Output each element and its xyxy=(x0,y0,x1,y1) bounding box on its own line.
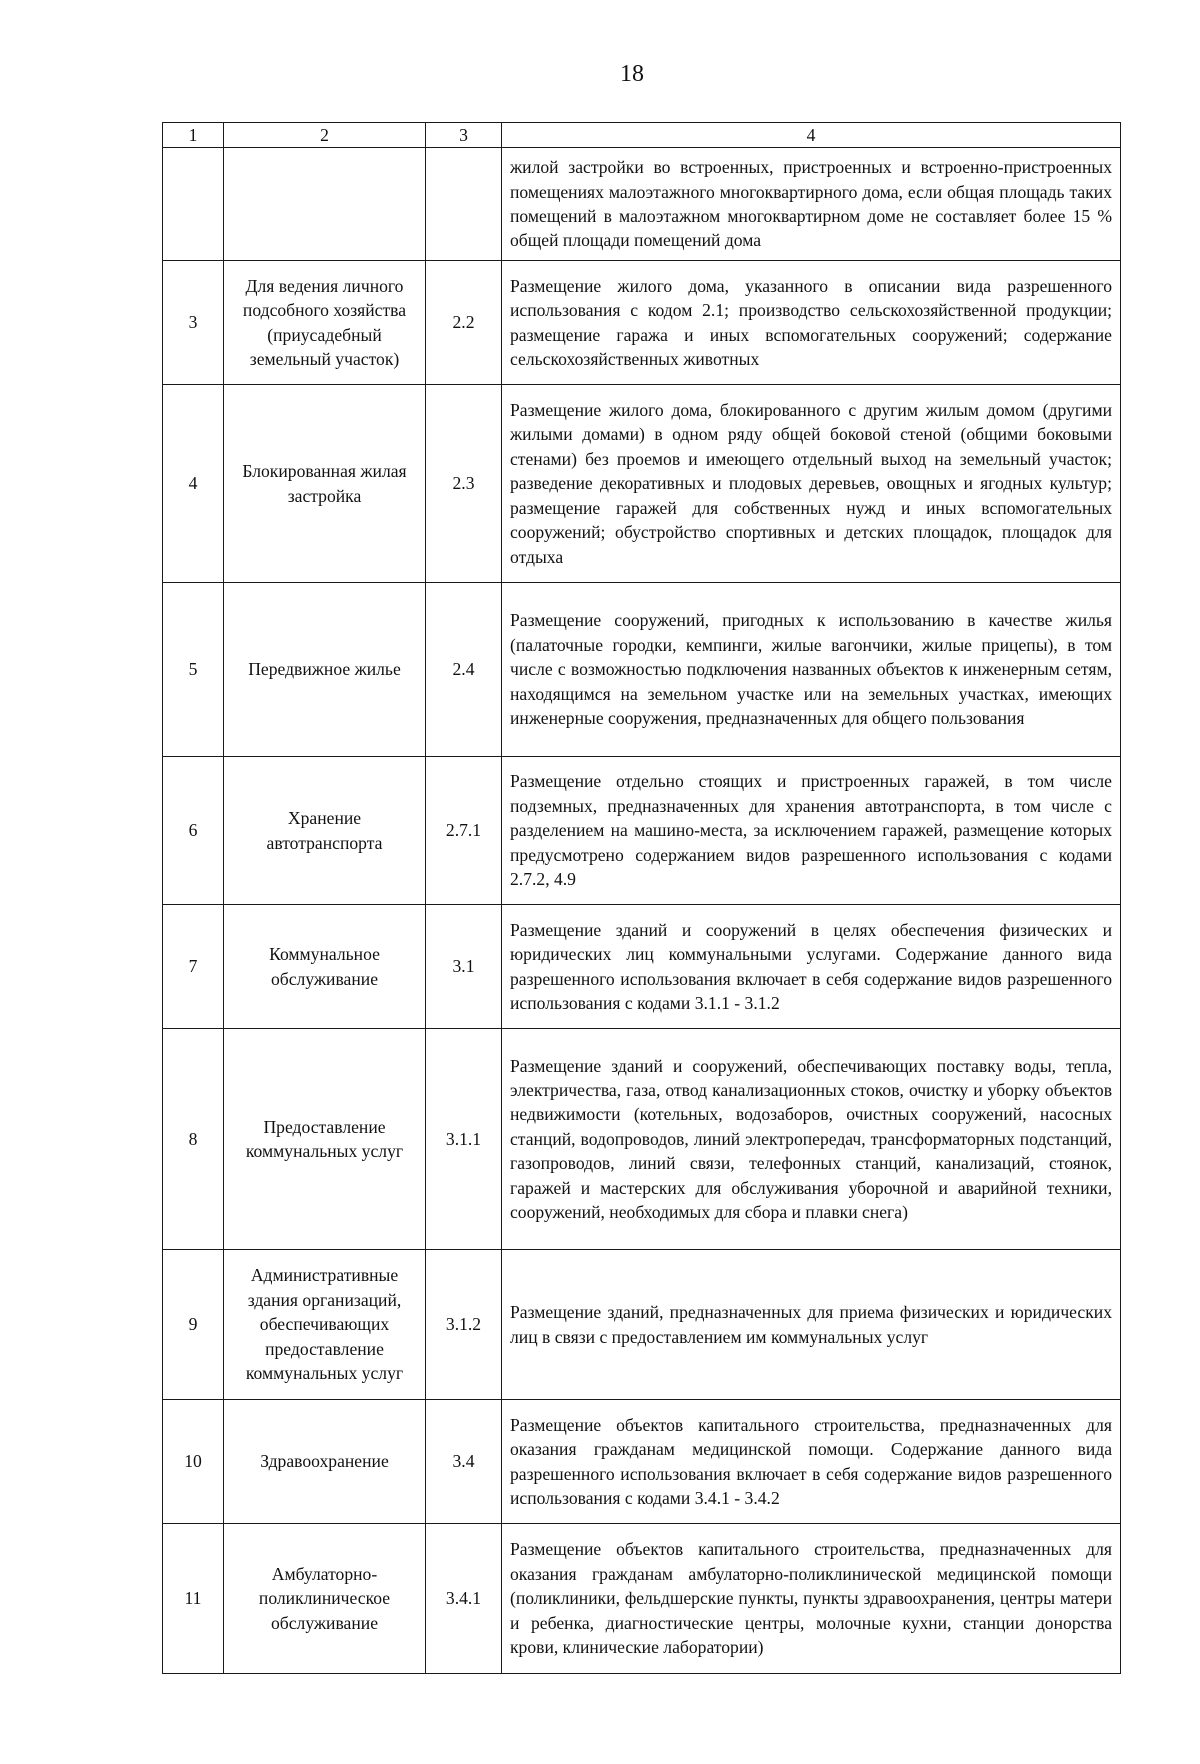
table-row xyxy=(163,757,1121,905)
row-number xyxy=(163,148,224,261)
use-type-description: Размещение жилого дома, блокированного с другим жилым домом (другими жилыми домами) в одном ряду общей боковой стеной (общими боковыми стенами) без проемов и имеющего отдельный выход на земельный участок; разведение декоративных и плодовых деревьев, овощных и ягодных культур; размещение гаражей для собственных нужд и иных вспомогательных сооружений; обустройство спортивных и детских площадок, площадок для отдыха xyxy=(502,385,1121,583)
row-number: 11 xyxy=(163,1524,224,1674)
use-type-code: 2.3 xyxy=(426,385,502,583)
row-number: 5 xyxy=(163,583,224,757)
table-row xyxy=(163,148,1121,261)
use-type-description: Размещение объектов капитального строительства, предназначенных для оказания гражданам медицинской помощи. Содержание данного вида разрешенного использования включает в себя содержание видов разрешенного использования с кодами 3.4.1 - 3.4.2 xyxy=(502,1400,1121,1524)
use-type-name: Здравоохранение xyxy=(224,1400,426,1524)
use-type-description: жилой застройки во встроенных, пристроенных и встроенно-пристроенных помещениях малоэтажного многоквартирного дома, если общая площадь таких помещений в малоэтажном многоквартирном доме не составляет более 15 % общей площади помещений дома xyxy=(502,148,1121,261)
header-col-4: 4 xyxy=(502,123,1121,148)
use-type-code: 2.7.1 xyxy=(426,757,502,905)
table-row xyxy=(163,1250,1121,1400)
use-type-code: 3.1 xyxy=(426,905,502,1029)
row-number: 10 xyxy=(163,1400,224,1524)
use-type-name: Административные здания организаций, обеспечивающих предоставление коммунальных услуг xyxy=(224,1250,426,1400)
land-use-table xyxy=(162,122,1121,1674)
use-type-description: Размещение зданий и сооружений, обеспечивающих поставку воды, тепла, электричества, газа, отвод канализационных стоков, очистку и уборку объектов недвижимости (котельных, водозаборов, очистных сооружений, насосных станций, водопроводов, линий электропередач, трансформаторных подстанций, газопроводов, линий связи, телефонных станций, канализаций, стоянок, гаражей и мастерских для обслуживания уборочной и аварийной техники, сооружений, необходимых для сбора и плавки снега) xyxy=(502,1029,1121,1250)
table-row xyxy=(163,1029,1121,1250)
table-row xyxy=(163,905,1121,1029)
use-type-name: Блокированная жилая застройка xyxy=(224,385,426,583)
header-col-2: 2 xyxy=(224,123,426,148)
use-type-code: 3.4 xyxy=(426,1400,502,1524)
table-row xyxy=(163,583,1121,757)
use-type-code xyxy=(426,148,502,261)
use-type-description: Размещение зданий и сооружений в целях обеспечения физических и юридических лиц коммунальными услугами. Содержание данного вида разрешенного использования включает в себя содержание видов разрешенного использования с кодами 3.1.1 - 3.1.2 xyxy=(502,905,1121,1029)
use-type-code: 2.2 xyxy=(426,261,502,385)
use-type-description: Размещение отдельно стоящих и пристроенных гаражей, в том числе подземных, предназначенных для хранения автотранспорта, в том числе с разделением на машино-места, за исключением гаражей, размещение которых предусмотрено содержанием видов разрешенного использования с кодами 2.7.2, 4.9 xyxy=(502,757,1121,905)
use-type-code: 3.1.2 xyxy=(426,1250,502,1400)
use-type-name: Для ведения личного подсобного хозяйства (приусадебный земельный участок) xyxy=(224,261,426,385)
table-row xyxy=(163,385,1121,583)
use-type-name: Амбулаторно-поликлиническое обслуживание xyxy=(224,1524,426,1674)
use-type-description: Размещение объектов капитального строительства, предназначенных для оказания гражданам амбулаторно-поликлинической медицинской помощи (поликлиники, фельдшерские пункты, пункты здравоохранения, центры матери и ребенка, диагностические центры, молочные кухни, станции донорства крови, клинические лаборатории) xyxy=(502,1524,1121,1674)
table-row xyxy=(163,261,1121,385)
use-type-description: Размещение зданий, предназначенных для приема физических и юридических лиц в связи с предоставлением им коммунальных услуг xyxy=(502,1250,1121,1400)
page-number: 18 xyxy=(620,61,644,87)
use-type-name: Предоставление коммунальных услуг xyxy=(224,1029,426,1250)
row-number: 3 xyxy=(163,261,224,385)
header-col-3: 3 xyxy=(426,123,502,148)
row-number: 7 xyxy=(163,905,224,1029)
row-number: 6 xyxy=(163,757,224,905)
row-number: 4 xyxy=(163,385,224,583)
table-row xyxy=(163,1524,1121,1674)
use-type-code: 3.4.1 xyxy=(426,1524,502,1674)
row-number: 8 xyxy=(163,1029,224,1250)
use-type-description: Размещение жилого дома, указанного в описании вида разрешенного использования с кодом 2.1; производство сельскохозяйственной продукции; размещение гаража и иных вспомогательных сооружений; содержание сельскохозяйственных животных xyxy=(502,261,1121,385)
table-row xyxy=(163,1400,1121,1524)
use-type-name: Коммунальное обслуживание xyxy=(224,905,426,1029)
use-type-description: Размещение сооружений, пригодных к использованию в качестве жилья (палаточные городки, кемпинги, жилые вагончики, жилые прицепы), в том числе с возможностью подключения названных объектов к инженерным сетям, находящимся на земельном участке или на земельных участках, имеющих инженерные сооружения, предназначенных для общего пользования xyxy=(502,583,1121,757)
use-type-name xyxy=(224,148,426,261)
use-type-code: 2.4 xyxy=(426,583,502,757)
use-type-name: Хранение автотранспорта xyxy=(224,757,426,905)
header-col-1: 1 xyxy=(163,123,224,148)
table-header-row xyxy=(163,123,1121,148)
use-type-name: Передвижное жилье xyxy=(224,583,426,757)
use-type-code: 3.1.1 xyxy=(426,1029,502,1250)
row-number: 9 xyxy=(163,1250,224,1400)
